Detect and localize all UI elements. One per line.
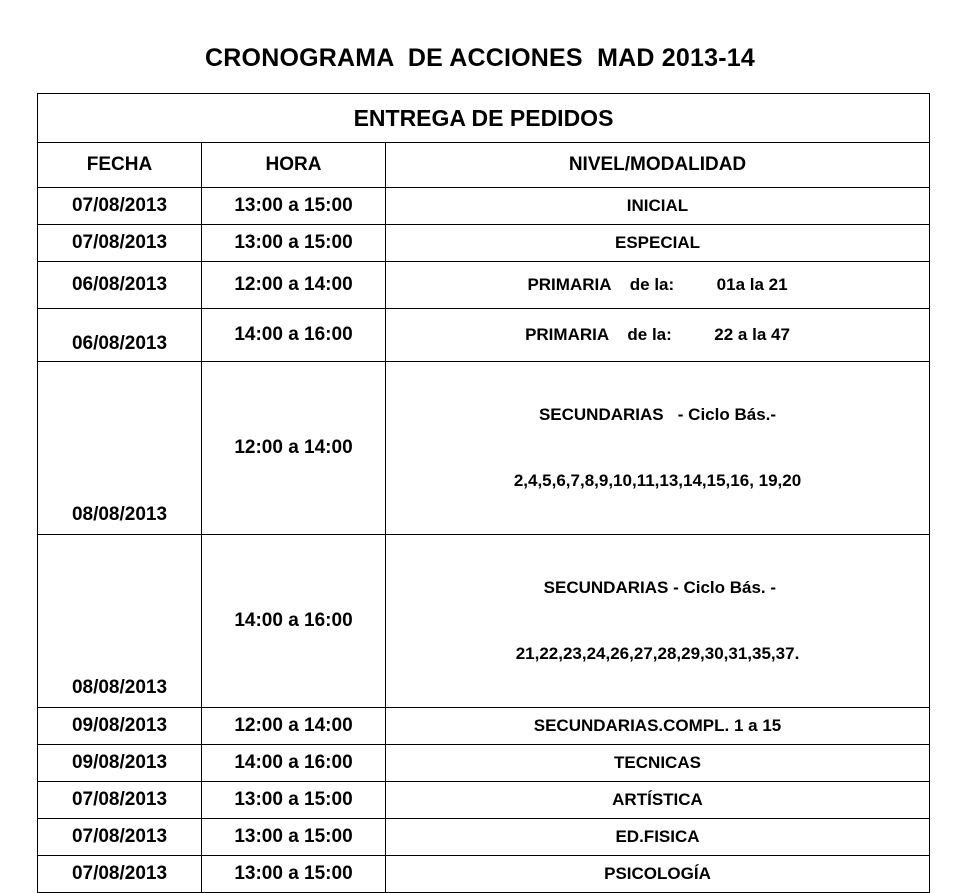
cell-fecha: 06/08/2013 xyxy=(38,262,202,309)
table-row xyxy=(38,225,930,262)
cell-fecha: 07/08/2013 xyxy=(38,782,202,819)
cell-hora: 13:00 a 15:00 xyxy=(202,188,386,225)
schedule-table xyxy=(37,93,930,893)
cell-fecha: 07/08/2013 xyxy=(38,856,202,893)
cell-fecha: 08/08/2013 xyxy=(38,362,202,535)
cell-hora: 14:00 a 16:00 xyxy=(202,745,386,782)
nivel-line: SECUNDARIAS - Ciclo Bás.- xyxy=(538,405,777,424)
cell-fecha: 09/08/2013 xyxy=(38,745,202,782)
cell-nivel xyxy=(386,309,930,362)
nivel-line: SECUNDARIAS - Ciclo Bás. - xyxy=(538,578,777,597)
cell-fecha: 07/08/2013 xyxy=(38,819,202,856)
cell-hora: 13:00 a 15:00 xyxy=(202,225,386,262)
cell-nivel xyxy=(386,782,930,819)
cell-fecha: 08/08/2013 xyxy=(38,535,202,708)
nivel-line: TECNICAS xyxy=(614,753,701,772)
cell-hora: 14:00 a 16:00 xyxy=(202,309,386,362)
table-row xyxy=(38,745,930,782)
cell-nivel xyxy=(386,262,930,309)
cell-nivel xyxy=(386,188,930,225)
cell-hora: 12:00 a 14:00 xyxy=(202,708,386,745)
column-header-nivel: NIVEL/MODALIDAD xyxy=(386,143,930,188)
cell-hora: 12:00 a 14:00 xyxy=(202,362,386,535)
nivel-line: SECUNDARIAS.COMPL. 1 a 15 xyxy=(533,716,782,735)
table-row xyxy=(38,188,930,225)
page-title: CRONOGRAMA DE ACCIONES MAD 2013-14 xyxy=(205,44,755,72)
cell-fecha: 09/08/2013 xyxy=(38,708,202,745)
table-row xyxy=(38,819,930,856)
nivel-line: PSICOLOGÍA xyxy=(604,864,711,883)
table-row xyxy=(38,782,930,819)
column-header-fecha: FECHA xyxy=(38,143,202,188)
cell-hora: 14:00 a 16:00 xyxy=(202,535,386,708)
nivel-line: 21,22,23,24,26,27,28,29,30,31,35,37. xyxy=(515,644,800,663)
cell-nivel xyxy=(386,362,930,535)
cell-hora: 13:00 a 15:00 xyxy=(202,782,386,819)
cell-nivel xyxy=(386,225,930,262)
cell-nivel xyxy=(386,745,930,782)
cell-fecha: 07/08/2013 xyxy=(38,225,202,262)
table-row xyxy=(38,856,930,893)
table-row xyxy=(38,309,930,362)
cell-nivel xyxy=(386,535,930,708)
cell-fecha: 06/08/2013 xyxy=(38,309,202,362)
nivel-line: 2,4,5,6,7,8,9,10,11,13,14,15,16, 19,20 xyxy=(513,471,802,490)
table-row xyxy=(38,362,930,535)
table-row xyxy=(38,708,930,745)
nivel-line: PRIMARIA de la: 22 a la 47 xyxy=(525,325,790,344)
cell-nivel xyxy=(386,708,930,745)
cell-hora: 13:00 a 15:00 xyxy=(202,819,386,856)
cell-nivel xyxy=(386,819,930,856)
cell-hora: 13:00 a 15:00 xyxy=(202,856,386,893)
column-header-hora: HORA xyxy=(202,143,386,188)
table-row xyxy=(38,262,930,309)
section-title: ENTREGA DE PEDIDOS xyxy=(38,94,930,143)
nivel-line: PRIMARIA de la: 01a la 21 xyxy=(527,275,788,294)
cell-fecha: 07/08/2013 xyxy=(38,188,202,225)
nivel-line: ED.FISICA xyxy=(615,827,700,846)
cell-hora: 12:00 a 14:00 xyxy=(202,262,386,309)
nivel-line: ARTÍSTICA xyxy=(612,790,703,809)
cell-nivel xyxy=(386,856,930,893)
table-row xyxy=(38,535,930,708)
nivel-line: INICIAL xyxy=(626,196,689,215)
nivel-line: ESPECIAL xyxy=(614,233,701,252)
